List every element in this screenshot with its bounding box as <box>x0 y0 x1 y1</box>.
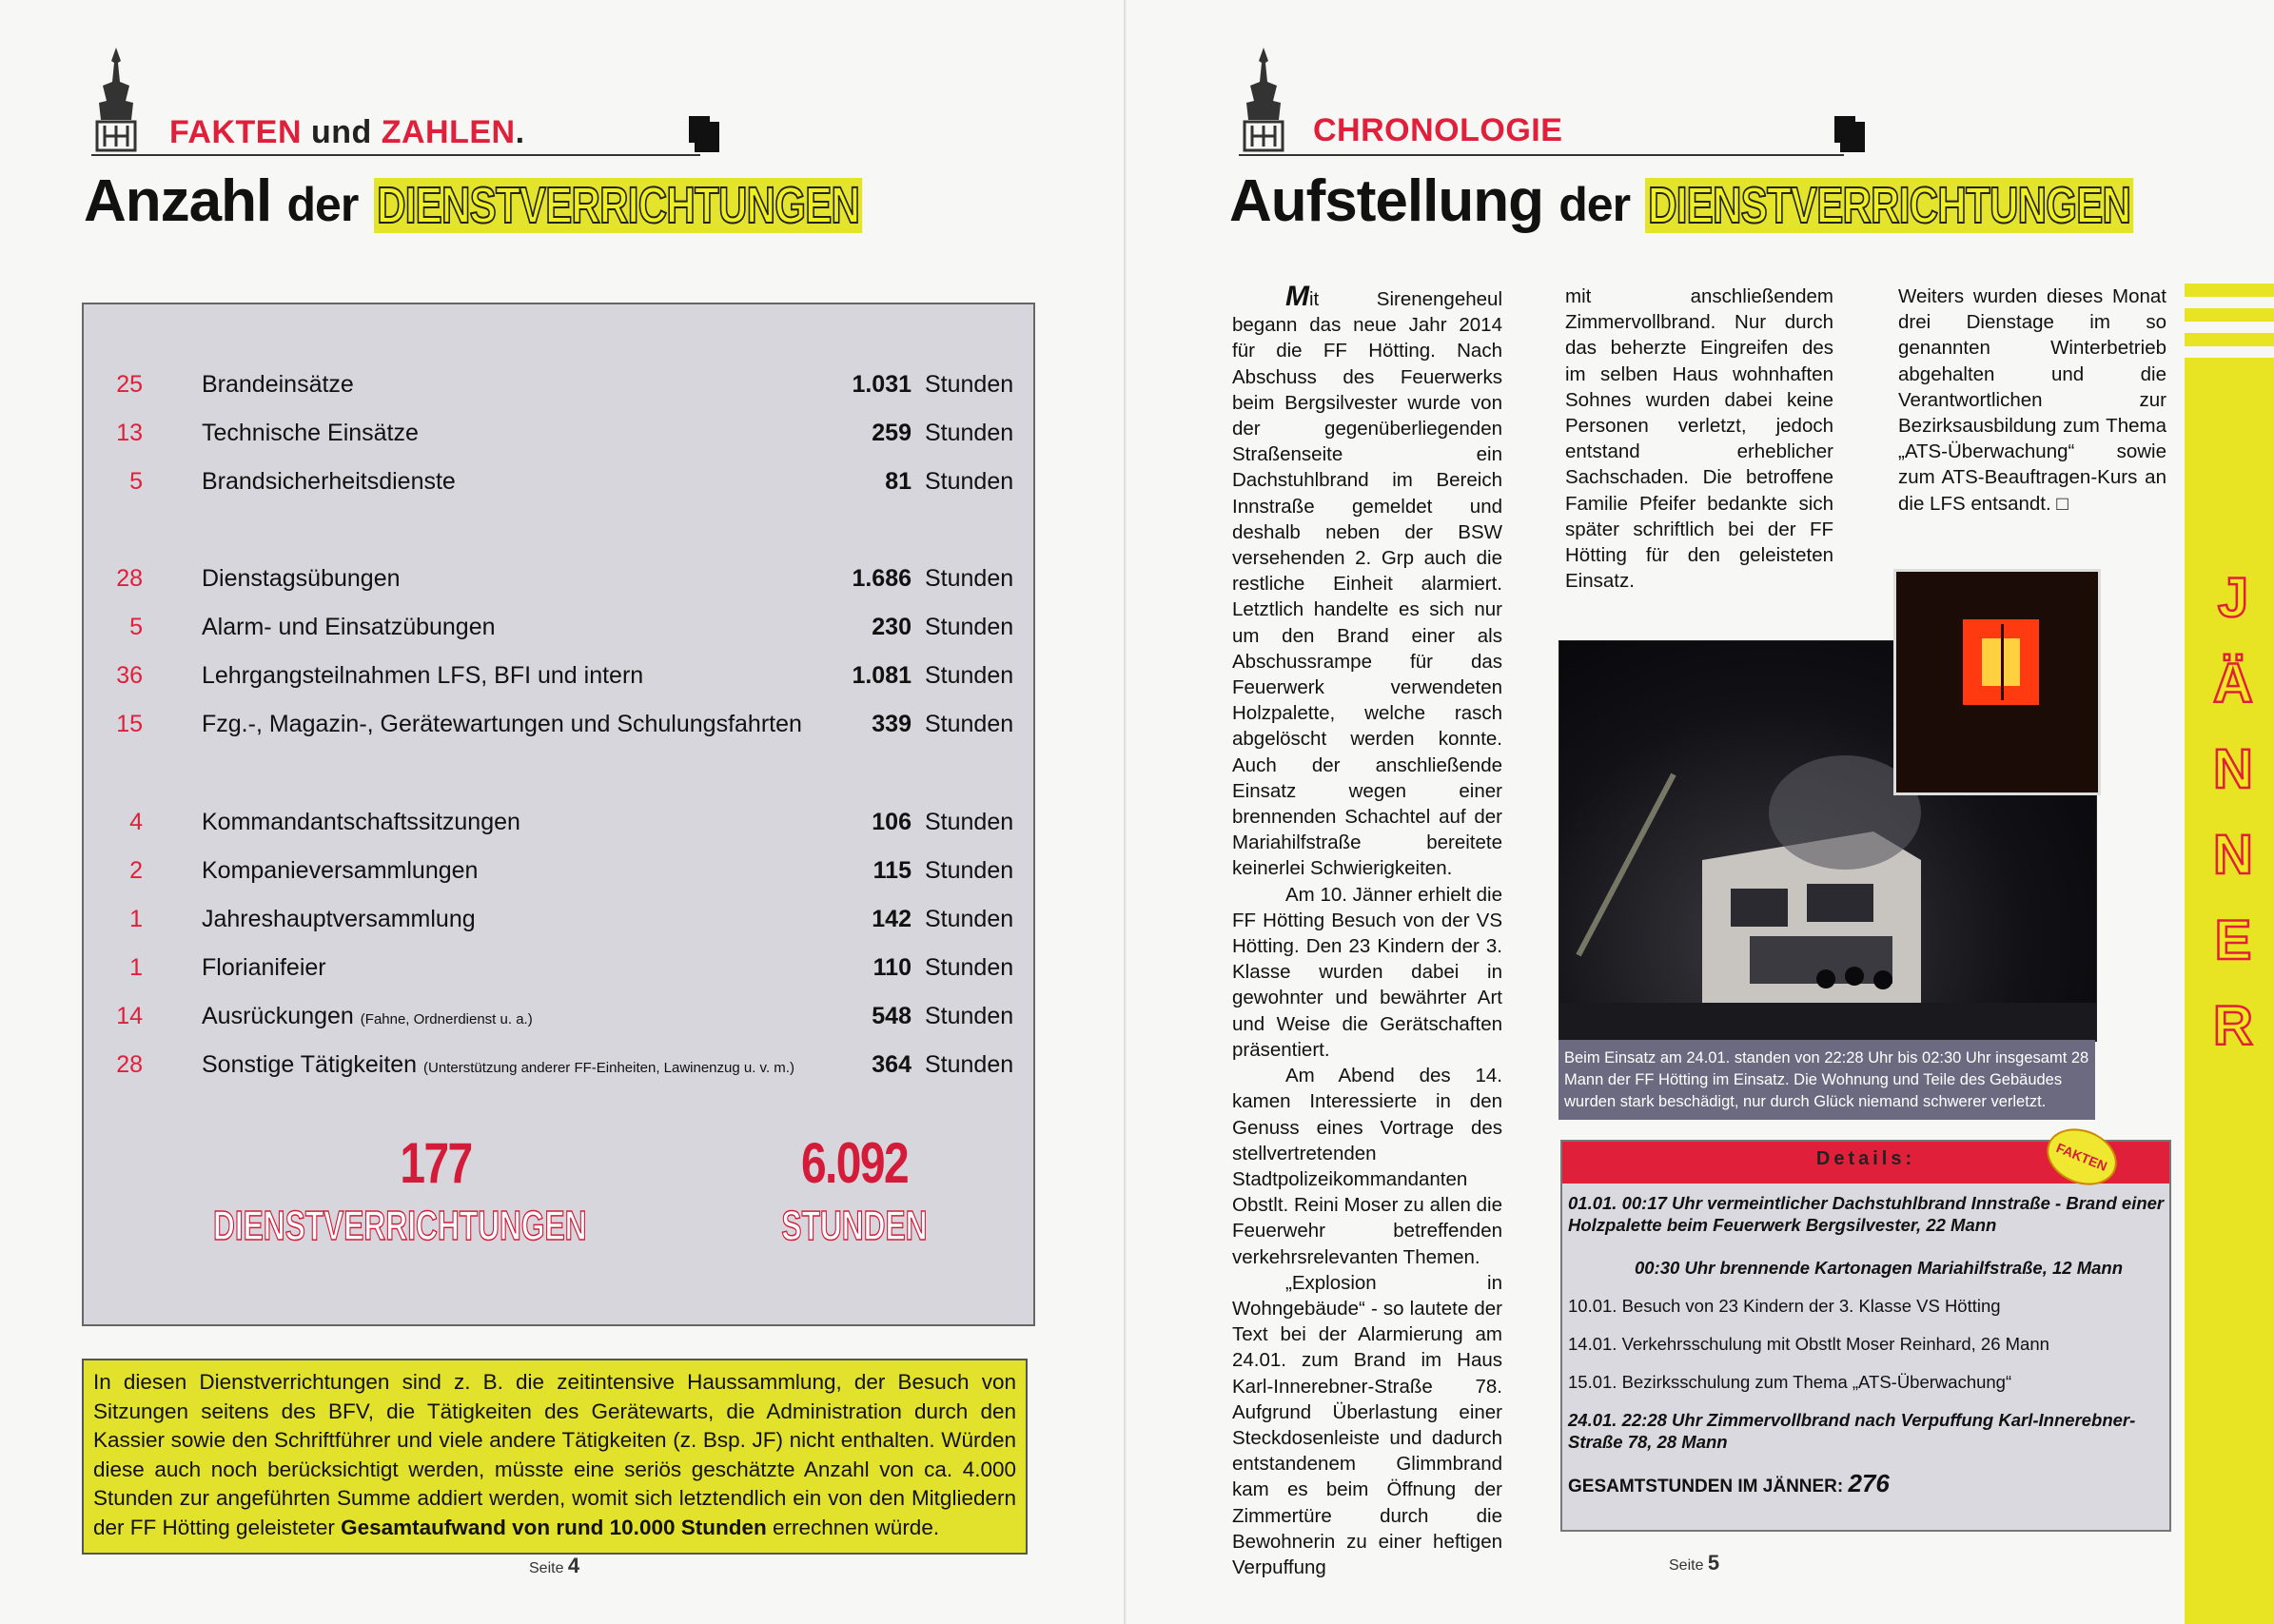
detail-entry: 14.01. Verkehrsschulung mit Obstlt Moser Reinhard, 26 Mann <box>1568 1334 2049 1354</box>
stat-count: 15 <box>116 711 143 737</box>
stat-count: 5 <box>129 614 143 640</box>
month-letter: R <box>2213 995 2253 1057</box>
header-rule <box>1239 154 1844 156</box>
stat-hours: 81 <box>885 468 912 495</box>
stat-label: Brandeinsätze <box>202 371 354 398</box>
stat-hours: 259 <box>872 420 912 446</box>
stat-row <box>84 857 1033 895</box>
stat-unit: Stunden <box>925 857 1014 884</box>
stat-unit: Stunden <box>925 565 1014 592</box>
header-rule <box>91 154 700 156</box>
page-headline: Aufstellung der DIENSTVERRICHTUNGEN <box>1229 167 2271 235</box>
stat-unit: Stunden <box>925 468 1014 495</box>
stat-row <box>84 614 1033 652</box>
stats-box <box>82 303 1035 1326</box>
stat-hours: 230 <box>872 614 912 640</box>
article-column-3: Weiters wurden dieses Monat drei Dienstage im so genannten Winterbetrieb abgehalten und die Verantwortlichen zur Bezirksausbildung zum Thema „ATS-Überwachung“ sowie zum ATS-Beauftragen-Kurs an die LFS entsandt. □ <box>1898 285 2166 515</box>
month-total: GESAMTSTUNDEN IM JÄNNER: 276 <box>1568 1469 1890 1497</box>
stat-count: 2 <box>129 857 143 884</box>
details-box <box>1560 1140 2171 1532</box>
total-hours-label: STUNDEN <box>781 1203 928 1249</box>
stat-row <box>84 954 1033 992</box>
stat-row <box>84 468 1033 506</box>
section-title: CHRONOLOGIE <box>1313 112 1563 148</box>
stat-count: 1 <box>129 954 143 981</box>
month-sidebar <box>2185 358 2274 1624</box>
stat-hours: 115 <box>872 857 912 884</box>
stat-row <box>84 662 1033 700</box>
stat-unit: Stunden <box>925 954 1014 981</box>
page-number-left: Seite 4 <box>529 1554 580 1577</box>
stat-unit: Stunden <box>925 662 1014 689</box>
total-count: 177 <box>400 1131 472 1195</box>
page-headline: Anzahl der DIENSTVERRICHTUNGEN <box>84 167 1000 235</box>
detail-entry: 00:30 Uhr brennende Kartonagen Mariahilfstraße, 12 Mann <box>1635 1258 2123 1278</box>
stat-unit: Stunden <box>925 614 1014 640</box>
month-letter: E <box>2214 910 2252 971</box>
stat-hours: 1.686 <box>852 565 912 592</box>
article-column-1: Mit Sirenengeheul begann das neue Jahr 2014 für die FF Hötting. Nach Abschuss des Feuerwerks beim Bergsilvester wurde von der gegenüberliegenden Straßenseite ein Dachstuhlbrand im Bereich Innstraße gemeldet und deshalb neben der BSW versehenden 2. Grp auch die restliche Einheit alarmiert. Letztlich handelte es sich nur um den Brand einer als Abschussrampe für das Feuerwerk verwendeten Holzpalette, welche rasch abgelöscht werden konnte. Auch der anschließende Einsatz wegen einer brennenden Schachtel auf der Mariahilfstraße bereitete keinerlei Schwierigkeiten. Am 10. Jänner erhielt die FF Hötting Besuch von der VS Hötting. Den 23 Kindern der 3. Klasse wurden dabei in gewohnter und bewährter Art und Weise die Gerätschaften präsentiert. Am Abend des 14. kamen Interessierte in den Genuss eines Vortrage des stellvertretenden Stadtpolizeikommandanten Obstlt. Reini Moser zu allen die Feuerwehr betreffenden verkehrsrelevanten Themen. „Explosion in Wohngebäude“ - so lautete der Text bei der Alarmierung am 24.01. zum Brand im Haus Karl-Innerebner-Straße 78. Aufgrund Überlastung einer Steckdosenleiste und dadurch entstandenem Glimmbrand kam es beim Öffnung der Zimmertüre durch die Bewohnerin zu einer heftigen Verpuffung <box>1232 281 1502 1578</box>
stat-unit: Stunden <box>925 1051 1014 1078</box>
stat-row <box>84 1003 1033 1041</box>
stat-hours: 1.081 <box>852 662 912 689</box>
stat-unit: Stunden <box>925 711 1014 737</box>
fire-inset-photo <box>1893 569 2101 795</box>
stat-count: 28 <box>116 1051 143 1078</box>
total-hours: 6.092 <box>800 1131 909 1195</box>
stat-hours: 106 <box>872 809 912 835</box>
stat-row <box>84 809 1033 847</box>
stat-row <box>84 1051 1033 1089</box>
fire-brigade-logo-icon <box>1239 44 1288 156</box>
stat-hours: 339 <box>872 711 912 737</box>
details-title: Details: <box>1562 1142 2169 1184</box>
stat-row <box>84 420 1033 458</box>
stat-count: 4 <box>129 809 143 835</box>
stat-row <box>84 906 1033 944</box>
stat-unit: Stunden <box>925 420 1014 446</box>
stat-label: Lehrgangsteilnahmen LFS, BFI und intern <box>202 662 644 689</box>
stat-label: Kommandantschaftssitzungen <box>202 809 520 835</box>
stat-hours: 364 <box>872 1051 912 1078</box>
detail-entry: 01.01. 00:17 Uhr vermeintlicher Dachstuhlbrand Innstraße - Brand einer Holzpalette beim Feuerwerk Bergsilvester, 22 Mann <box>1568 1193 2165 1235</box>
stripe <box>2185 333 2274 346</box>
month-letter: N <box>2213 824 2253 886</box>
stripe <box>2185 284 2274 297</box>
stat-label: Sonstige Tätigkeiten (Unterstützung anderer FF-Einheiten, Lawinenzug u. v. m.) <box>202 1051 794 1078</box>
section-title: FAKTEN und ZAHLEN. <box>169 114 525 150</box>
stat-hours: 110 <box>872 954 912 981</box>
detail-entry: 10.01. Besuch von 23 Kindern der 3. Klasse VS Hötting <box>1568 1296 2001 1316</box>
stat-label: Alarm- und Einsatzübungen <box>202 614 496 640</box>
stat-unit: Stunden <box>925 809 1014 835</box>
stat-label: Technische Einsätze <box>202 420 419 446</box>
stat-row <box>84 711 1033 749</box>
month-letter: J <box>2217 567 2249 629</box>
stat-label: Jahreshauptversammlung <box>202 906 476 932</box>
stat-hours: 1.031 <box>852 371 912 398</box>
month-letter: Ä <box>2213 653 2253 714</box>
stat-row <box>84 371 1033 409</box>
month-letter: N <box>2213 738 2253 800</box>
photo-caption: Beim Einsatz am 24.01. standen von 22:28 Uhr bis 02:30 Uhr insgesamt 28 Mann der FF Hötting im Einsatz. Die Wohnung und Teile des Gebäudes wurden stark beschädigt, nur durch Glück niemand schwerer verletzt. <box>1558 1040 2095 1120</box>
stat-count: 1 <box>129 906 143 932</box>
stat-count: 13 <box>116 420 143 446</box>
stat-hours: 142 <box>872 906 912 932</box>
stat-unit: Stunden <box>925 371 1014 398</box>
page-number-right: Seite 5 <box>1669 1551 1720 1575</box>
detail-entry: 24.01. 22:28 Uhr Zimmervollbrand nach Verpuffung Karl-Innerebner-Straße 78, 28 Mann <box>1568 1410 2136 1452</box>
corner-mark <box>695 122 719 152</box>
fakten-badge: FAKTEN <box>2038 1119 2125 1195</box>
detail-entry: 15.01. Bezirksschulung zum Thema „ATS-Überwachung“ <box>1568 1372 2012 1392</box>
fire-brigade-logo-icon <box>91 44 141 156</box>
stat-unit: Stunden <box>925 906 1014 932</box>
corner-mark <box>1840 122 1865 152</box>
stat-label: Brandsicherheitsdienste <box>202 468 456 495</box>
stat-hours: 548 <box>872 1003 912 1029</box>
stat-label: Kompanieversammlungen <box>202 857 479 884</box>
total-count-label: DIENSTVERRICHTUNGEN <box>213 1203 587 1249</box>
article-column-2: mit anschließendem Zimmervollbrand. Nur durch das beherzte Eingreifen des im selben Haus wohnhaften Sohnes wurden dabei keine Personen verletzt, jedoch entstand erheblicher Sachschaden. Die betroffene Familie Pfeifer bedankte sich später schriftlich bei der FF Hötting für den geleisteten Einsatz. <box>1565 285 1833 593</box>
stat-count: 14 <box>116 1003 143 1029</box>
stat-label: Ausrückungen (Fahne, Ordnerdienst u. a.) <box>202 1003 533 1029</box>
stat-count: 36 <box>116 662 143 689</box>
stat-label: Florianifeier <box>202 954 326 981</box>
stat-count: 5 <box>129 468 143 495</box>
stripe <box>2185 308 2274 322</box>
note-box: In diesen Dienstverrichtungen sind z. B. die zeitintensive Haussammlung, der Besuch von Sitzungen seitens des BFV, die Tätigkeiten des Gerätewarts, die Administration durch den Kassier sowie den Schriftführer und viele andere Tätigkeiten (z. Bsp. JF) nicht enthalten. Würden diese auch noch berücksichtigt werden, müsste eine seriös geschätzte Anzahl von ca. 4.000 Stunden zur angeführten Summe addiert werden, womit sich letztendlich ein von den Mitgliedern der FF Hötting geleisteter Gesamtaufwand von rund 10.000 Stunden errechnen würde. <box>82 1359 1028 1555</box>
stat-count: 25 <box>116 371 143 398</box>
stat-row <box>84 565 1033 603</box>
stat-label: Dienstagsübungen <box>202 565 401 592</box>
stat-unit: Stunden <box>925 1003 1014 1029</box>
stat-label: Fzg.-, Magazin-, Gerätewartungen und Schulungsfahrten <box>202 711 802 737</box>
stat-count: 28 <box>116 565 143 592</box>
